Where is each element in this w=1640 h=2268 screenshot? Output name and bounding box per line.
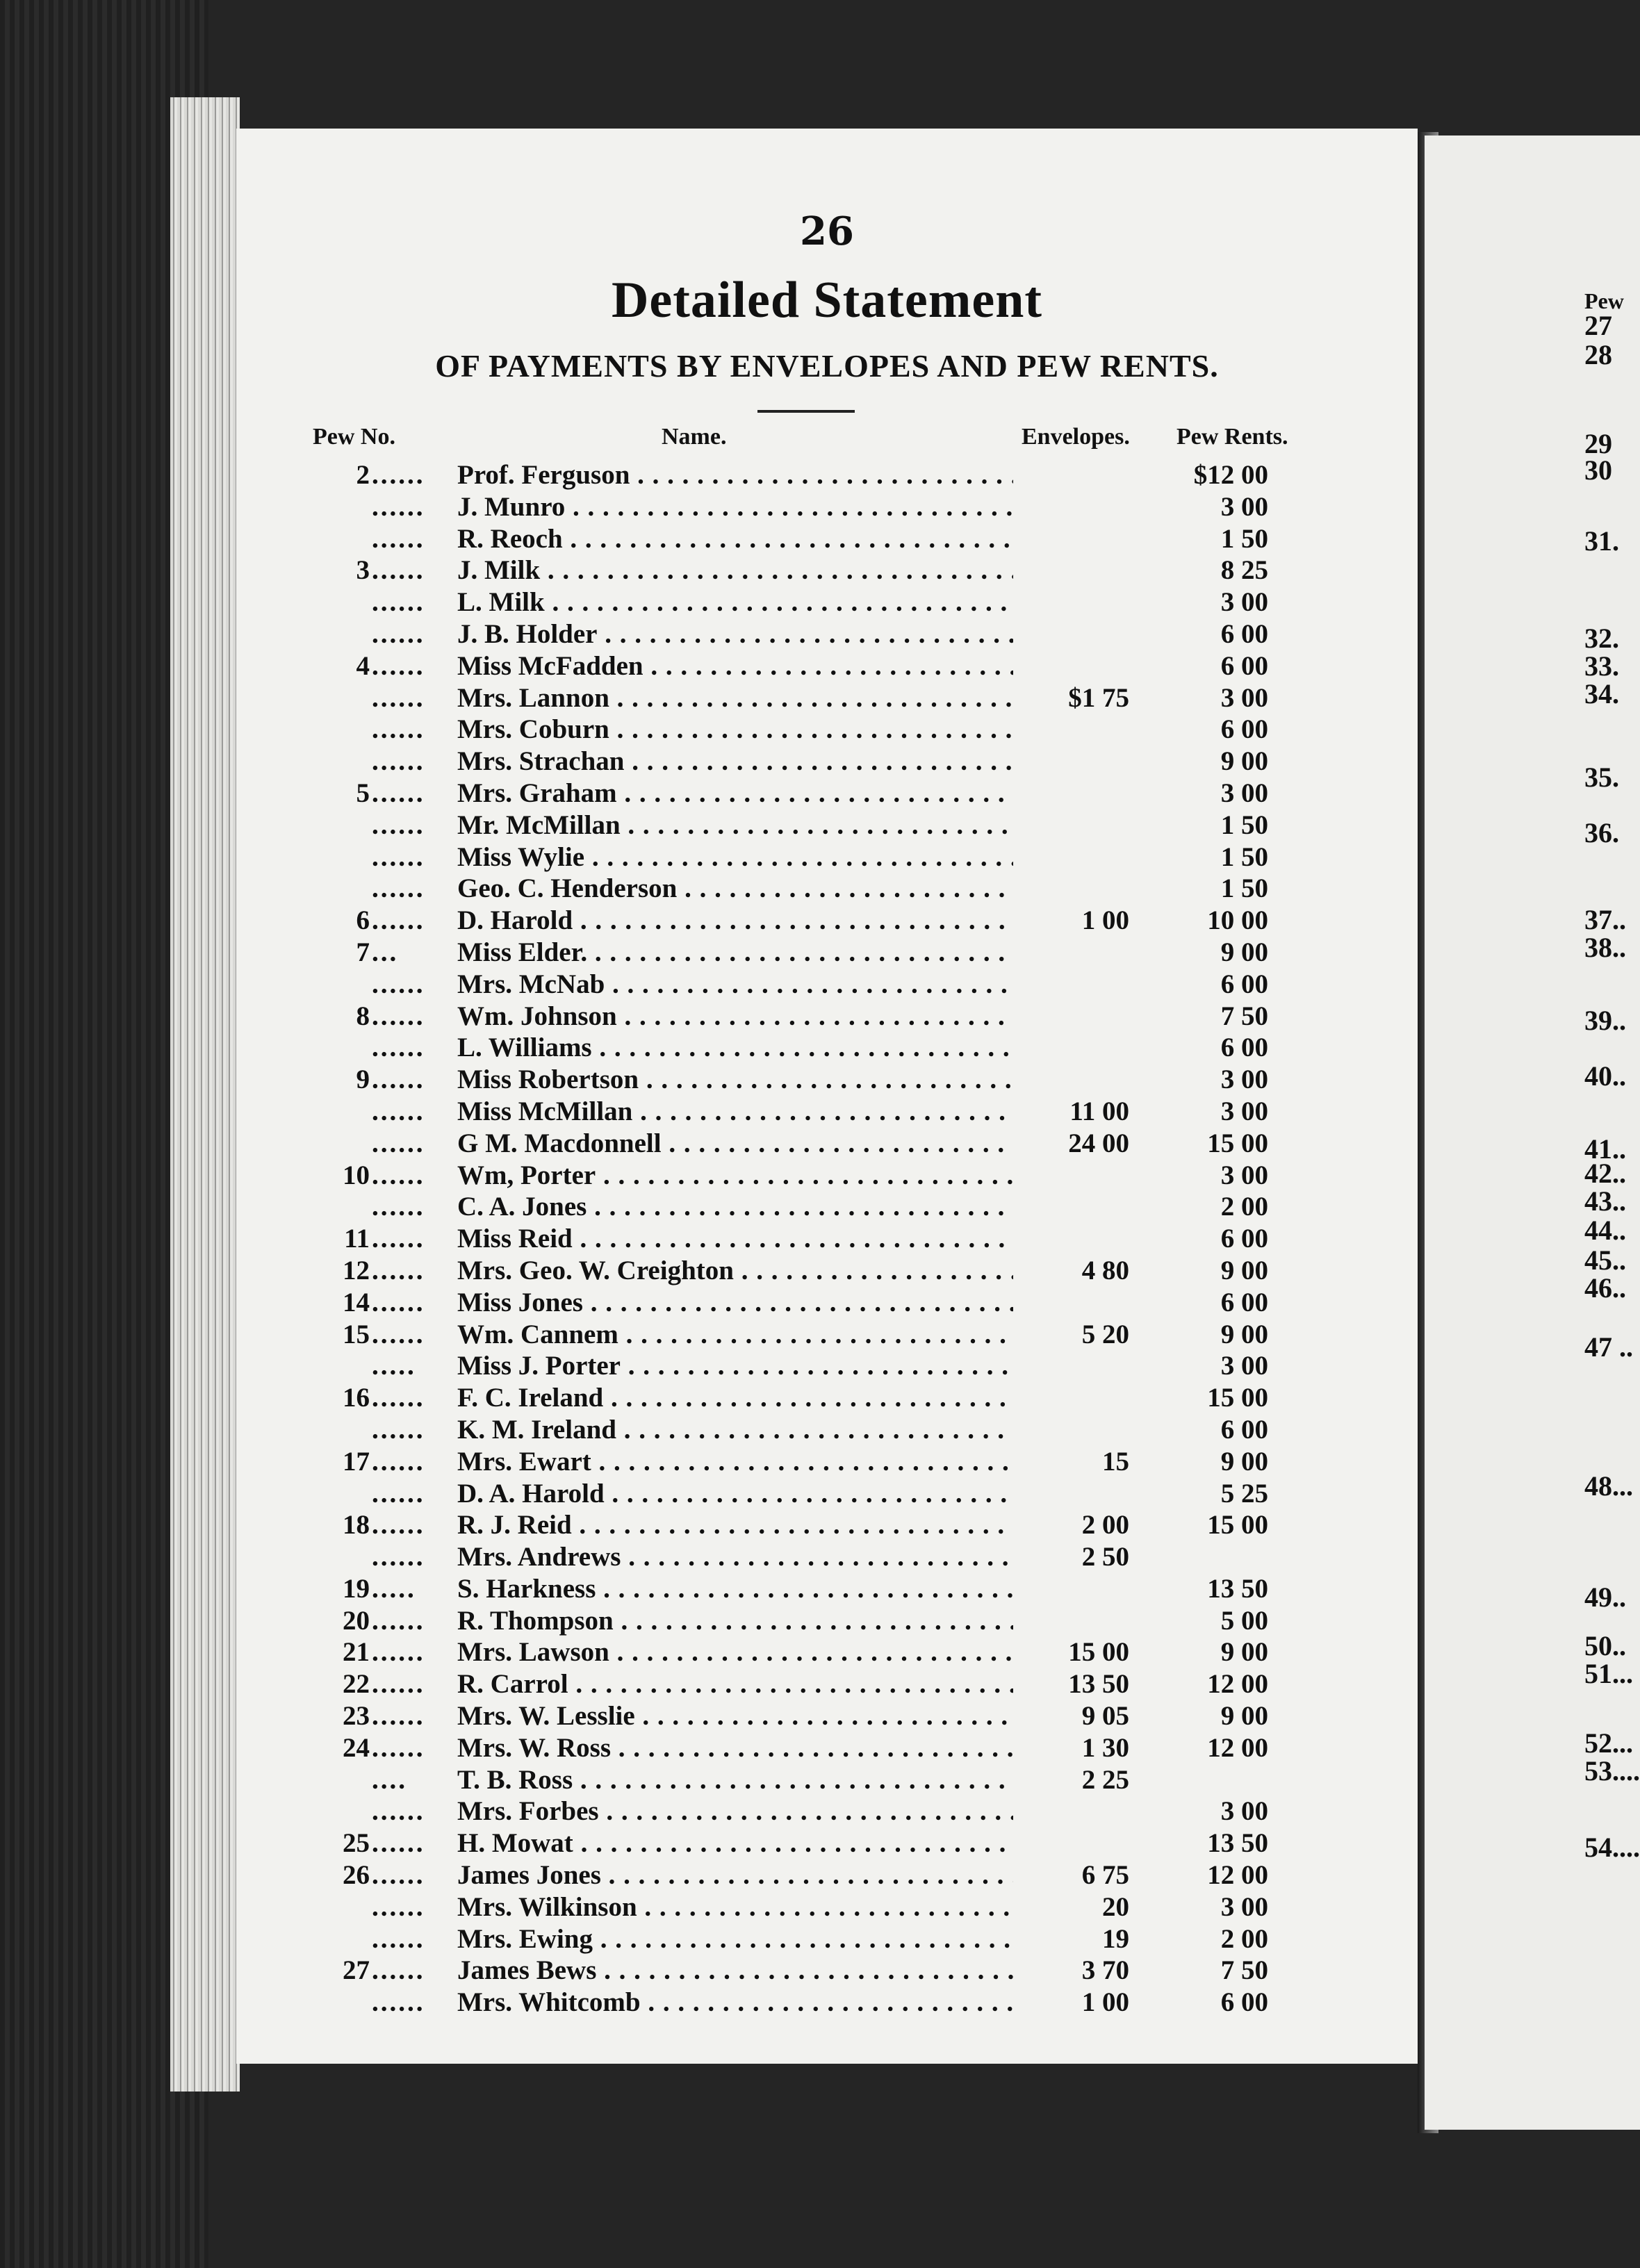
table-row [236,1541,1418,1573]
leader-dots: ...... [372,1224,425,1254]
leader-dots: .... [372,1764,407,1795]
column-header-name: Name. [662,424,727,450]
pew-rents-cell: 3 00 [1220,682,1268,713]
table-row [236,1414,1418,1446]
envelopes-cell: 13 50 [1068,1669,1129,1700]
pew-number-cell: 24 [343,1732,370,1763]
table-row [236,810,1418,841]
name-cell: R. Thompson . . . [457,1605,1013,1637]
pew-rents-cell: 3 00 [1220,1891,1268,1922]
leader-dots: ...... [372,905,425,936]
pew-number-cell: 27 [343,1955,370,1986]
facing-page-pew-number: 37.. [1584,904,1626,935]
envelopes-cell: 1 00 [1081,1987,1129,2018]
document-page [236,129,1418,2064]
facing-page-pew-number: 27 [1584,310,1612,341]
table-row [236,1764,1418,1796]
pew-number-cell: 16 [343,1383,370,1413]
leader-dots: ...... [372,1987,425,2018]
leader-dots: ...... [372,523,425,554]
name-cell: H. Mowat . . . [457,1827,1013,1859]
pew-number-cell: 15 [343,1319,370,1349]
leader-dots: ...... [372,1478,425,1509]
facing-page-pew-number: 41.. [1584,1133,1626,1165]
envelopes-cell: 19 [1102,1923,1129,1954]
leader-dots: ...... [372,682,425,713]
table-row [236,1032,1418,1064]
name-cell: Mrs. W. Lesslie . . . [457,1700,1013,1732]
leader-dots: ...... [372,1955,425,1986]
pew-number-cell: 14 [343,1287,370,1317]
pew-rents-cell: 5 00 [1220,1605,1268,1636]
name-cell: L. Milk . . . [457,586,1013,618]
name-cell: Mrs. Graham . . . [457,778,1013,810]
leader-dots: ... [372,937,399,967]
leader-dots: ...... [372,746,425,777]
table-row [236,969,1418,1001]
leader-dots: ...... [372,1065,425,1095]
pew-number-cell: 26 [343,1860,370,1891]
facing-page-pew-number: 47 .. [1584,1331,1633,1363]
table-row [236,1987,1418,2019]
table-row [236,937,1418,969]
pew-rents-cell: 9 00 [1220,1319,1268,1349]
pew-rents-cell: 6 00 [1220,1987,1268,2018]
table-row [236,1509,1418,1541]
pew-rents-cell: 2 00 [1220,1192,1268,1222]
envelopes-cell: 2 50 [1081,1542,1129,1572]
page-title: Detailed Statement [611,272,1043,329]
leader-dots: ...... [372,1732,425,1763]
pew-rents-cell: 1 50 [1220,873,1268,904]
name-cell: James Jones . . . [457,1859,1013,1891]
name-cell: C. A. Jones . . . [457,1191,1013,1223]
facing-page-pew-number: 28 [1584,339,1612,370]
table-row [236,1350,1418,1382]
table-row [236,1923,1418,1955]
name-cell: G M. Macdonnell . . . [457,1128,1013,1160]
book-page-edges [170,97,240,2092]
table-row [236,1796,1418,1827]
pew-rents-cell: 8 25 [1220,555,1268,586]
name-cell: J. Milk . . . [457,554,1013,586]
pew-number-cell: 23 [343,1701,370,1732]
leader-dots: ..... [372,1351,416,1381]
facing-page-pew-number: 51... [1584,1658,1633,1689]
pew-number-cell: 19 [343,1573,370,1604]
table-row [236,1605,1418,1637]
pew-number-cell: 10 [343,1160,370,1190]
table-row [236,1319,1418,1351]
pew-rents-cell: 3 00 [1220,491,1268,522]
pew-rents-cell: 5 25 [1220,1478,1268,1509]
leader-dots: ...... [372,1923,425,1954]
column-header-pew-no: Pew No. [313,424,395,450]
pew-rents-cell: 6 00 [1220,650,1268,681]
table-row [236,1859,1418,1891]
name-cell: Miss McMillan . . . [457,1096,1013,1128]
pew-rents-cell: 3 00 [1220,1160,1268,1190]
table-row [236,905,1418,937]
envelopes-cell: 3 70 [1081,1955,1129,1986]
leader-dots: ...... [372,491,425,522]
pew-number-cell: 20 [343,1605,370,1636]
pew-rents-cell: 6 00 [1220,1414,1268,1445]
table-row [236,1573,1418,1605]
leader-dots: ...... [372,1542,425,1572]
leader-dots: ...... [372,1796,425,1827]
name-cell: F. C. Ireland . . . [457,1382,1013,1414]
leader-dots: ...... [372,1605,425,1636]
pew-rents-cell: 9 00 [1220,937,1268,967]
pew-rents-cell: 3 00 [1220,778,1268,808]
table-row [236,778,1418,810]
facing-page-pew-number: 34. [1584,678,1619,709]
pew-rents-cell: 1 50 [1220,523,1268,554]
table-row [236,1668,1418,1700]
facing-page-pew-number: 39.. [1584,1005,1626,1036]
envelopes-cell: 6 75 [1081,1860,1129,1891]
pew-number-cell: 11 [344,1224,370,1254]
leader-dots: ...... [372,555,425,586]
name-cell: R. J. Reid . . . [457,1509,1013,1541]
column-header-pew-rents: Pew Rents. [1176,424,1288,450]
pew-rents-cell: 3 00 [1220,1796,1268,1827]
facing-page-pew-number: 36. [1584,817,1619,848]
name-cell: R. Reoch . . . [457,523,1013,555]
column-header-envelopes: Envelopes. [1022,424,1130,450]
leader-dots: ...... [372,778,425,808]
table-row [236,1955,1418,1987]
pew-rents-cell: 2 00 [1220,1923,1268,1954]
table-row [236,459,1418,491]
table-row [236,1096,1418,1128]
name-cell: Wm. Cannem . . . [457,1319,1013,1351]
facing-page-pew-number: 49.. [1584,1581,1626,1613]
leader-dots: ...... [372,1510,425,1540]
leader-dots: ...... [372,1891,425,1922]
name-cell: Mrs. Forbes . . . [457,1796,1013,1827]
name-cell: Mrs. Coburn . . . [457,714,1013,746]
envelopes-cell: $1 75 [1068,682,1129,713]
envelopes-cell: 1 00 [1081,905,1129,936]
table-row [236,1636,1418,1668]
pew-rents-cell: 15 00 [1207,1383,1268,1413]
name-cell: Mrs. W. Ross . . . [457,1732,1013,1764]
table-row [236,1160,1418,1192]
pew-number-cell: 8 [356,1001,370,1031]
pew-rents-cell: 9 00 [1220,746,1268,777]
name-cell: Mrs. Geo. W. Creighton . . . [457,1255,1013,1287]
table-row [236,746,1418,778]
pew-number-cell: 9 [356,1065,370,1095]
leader-dots: ...... [372,1319,425,1349]
name-cell: T. B. Ross . . . [457,1764,1013,1796]
name-cell: K. M. Ireland . . . [457,1414,1013,1446]
name-cell: Mr. McMillan . . . [457,810,1013,841]
leader-dots: ...... [372,841,425,872]
pew-rents-cell: 12 00 [1207,1860,1268,1891]
pew-number-cell: 5 [356,778,370,808]
leader-dots: ...... [372,460,425,490]
pew-number-cell: 25 [343,1828,370,1859]
facing-page-pew-number: 50.. [1584,1630,1626,1661]
leader-dots: ...... [372,650,425,681]
facing-page-pew-number: 33. [1584,650,1619,682]
pew-rents-cell: 6 00 [1220,1033,1268,1063]
leader-dots: ...... [372,618,425,649]
pew-rents-cell: 9 00 [1220,1446,1268,1477]
pew-rents-cell: 9 00 [1220,1701,1268,1732]
table-row [236,873,1418,905]
table-row [236,586,1418,618]
name-cell: Mrs. Strachan . . . [457,746,1013,778]
leader-dots: ...... [372,1255,425,1285]
pew-rents-cell: $12 00 [1193,460,1268,490]
leader-dots: ...... [372,1414,425,1445]
leader-dots: ...... [372,1287,425,1317]
name-cell: Mrs. Lawson . . . [457,1636,1013,1668]
leader-dots: ...... [372,1033,425,1063]
envelopes-cell: 20 [1102,1891,1129,1922]
table-row [236,491,1418,523]
table-row [236,1700,1418,1732]
envelopes-cell: 4 80 [1081,1255,1129,1285]
envelopes-cell: 1 30 [1081,1732,1129,1763]
facing-page-pew-number: 45.. [1584,1244,1626,1276]
pew-rents-cell: 1 50 [1220,810,1268,840]
table-row [236,1891,1418,1923]
facing-page [1425,135,1640,2130]
table-row [236,1478,1418,1510]
facing-page-pew-number: 43.. [1584,1185,1626,1217]
leader-dots: ...... [372,1192,425,1222]
facing-page-pew-number: 35. [1584,762,1619,793]
facing-page-pew-number: 54.... [1584,1832,1640,1863]
facing-page-pew-number: 52... [1584,1727,1633,1759]
facing-page-header: Pew [1584,288,1624,313]
pew-number-cell: 3 [356,555,370,586]
name-cell: Miss Reid . . . [457,1223,1013,1255]
name-cell: Mrs. Lannon . . . [457,682,1013,714]
leader-dots: ...... [372,1701,425,1732]
facing-page-pew-number: 38.. [1584,932,1626,963]
pew-rents-cell: 3 00 [1220,587,1268,618]
name-cell: S. Harkness . . . [457,1573,1013,1605]
envelopes-cell: 24 00 [1068,1128,1129,1158]
pew-rents-cell: 12 00 [1207,1669,1268,1700]
name-cell: J. Munro . . . [457,491,1013,523]
name-cell: L. Williams . . . [457,1032,1013,1064]
envelopes-cell: 9 05 [1081,1701,1129,1732]
table-row [236,1382,1418,1414]
table-row [236,1446,1418,1478]
envelopes-cell: 15 00 [1068,1637,1129,1668]
pew-number-cell: 6 [356,905,370,936]
page-number: 26 [800,208,854,254]
leader-dots: ...... [372,1637,425,1668]
pew-rents-cell: 12 00 [1207,1732,1268,1763]
name-cell: Mrs. Ewing . . . [457,1923,1013,1955]
table-row [236,1732,1418,1764]
pew-rents-cell: 13 50 [1207,1828,1268,1859]
table-row [236,1827,1418,1859]
name-cell: Prof. Ferguson . . . [457,459,1013,491]
pew-rents-cell: 9 00 [1220,1637,1268,1668]
name-cell: R. Carrol . . . [457,1668,1013,1700]
table-row [236,714,1418,746]
envelopes-cell: 2 25 [1081,1764,1129,1795]
envelopes-cell: 5 20 [1081,1319,1129,1349]
table-row [236,682,1418,714]
pew-rents-cell: 9 00 [1220,1255,1268,1285]
table-row [236,554,1418,586]
name-cell: Mrs. Ewart . . . [457,1446,1013,1478]
table-row [236,1287,1418,1319]
pew-rents-cell: 1 50 [1220,841,1268,872]
pew-number-cell: 22 [343,1669,370,1700]
name-cell: Mrs. McNab . . . [457,969,1013,1001]
name-cell: D. Harold . . . [457,905,1013,937]
pew-rents-cell: 3 00 [1220,1096,1268,1126]
leader-dots: ...... [372,810,425,840]
name-cell: D. A. Harold . . . [457,1478,1013,1510]
table-row [236,523,1418,555]
pew-number-cell: 12 [343,1255,370,1285]
leader-dots: ...... [372,1160,425,1190]
pew-number-cell: 7 [356,937,370,967]
table-row [236,1128,1418,1160]
facing-page-pew-number: 42.. [1584,1158,1626,1189]
table-row [236,1064,1418,1096]
pew-number-cell: 2 [356,460,370,490]
name-cell: Miss J. Porter . . . [457,1350,1013,1382]
facing-page-pew-number: 40.. [1584,1060,1626,1092]
leader-dots: ...... [372,1096,425,1126]
facing-page-pew-number: 48... [1584,1470,1633,1502]
leader-dots: ...... [372,1383,425,1413]
envelopes-cell: 2 00 [1081,1510,1129,1540]
name-cell: Mrs. Whitcomb . . . [457,1987,1013,2019]
name-cell: Mrs. Andrews . . . [457,1541,1013,1573]
facing-page-pew-number: 46.. [1584,1272,1626,1304]
leader-dots: ...... [372,1001,425,1031]
pew-number-cell: 17 [343,1446,370,1477]
table-row [236,841,1418,873]
leader-dots: ...... [372,1828,425,1859]
pew-rents-cell: 3 00 [1220,1351,1268,1381]
pew-rents-cell: 6 00 [1220,618,1268,649]
leader-dots: ...... [372,1128,425,1158]
envelopes-cell: 11 00 [1069,1096,1129,1126]
pew-number-cell: 18 [343,1510,370,1540]
payments-table [236,459,1418,2019]
facing-page-pew-number: 31. [1584,525,1619,557]
pew-rents-cell: 3 00 [1220,1065,1268,1095]
pew-rents-cell: 6 00 [1220,1287,1268,1317]
leader-dots: ...... [372,1669,425,1700]
pew-rents-cell: 6 00 [1220,969,1268,999]
name-cell: J. B. Holder . . . [457,618,1013,650]
facing-page-pew-number: 44.. [1584,1215,1626,1246]
leader-dots: ...... [372,1860,425,1891]
name-cell: Mrs. Wilkinson . . . [457,1891,1013,1923]
name-cell: James Bews . . . [457,1955,1013,1987]
table-row [236,618,1418,650]
table-row [236,1001,1418,1033]
table-row [236,1223,1418,1255]
page-subtitle: OF PAYMENTS BY ENVELOPES AND PEW RENTS. [435,348,1219,384]
leader-dots: ...... [372,714,425,745]
leader-dots: ..... [372,1573,416,1604]
name-cell: Miss Elder. . . . [457,937,1013,969]
name-cell: Miss Jones . . . [457,1287,1013,1319]
facing-page-pew-number: 30 [1584,454,1612,486]
pew-rents-cell: 15 00 [1207,1128,1268,1158]
leader-dots: ...... [372,873,425,904]
name-cell: Wm, Porter . . . [457,1160,1013,1192]
pew-rents-cell: 10 00 [1207,905,1268,936]
pew-rents-cell: 7 50 [1220,1955,1268,1986]
name-cell: Miss Robertson . . . [457,1064,1013,1096]
leader-dots: ...... [372,587,425,618]
title-rule [757,410,855,413]
table-row [236,650,1418,682]
facing-page-pew-number: 29 [1584,428,1612,459]
table-row [236,1191,1418,1223]
facing-page-pew-number: 53.... [1584,1755,1640,1786]
pew-rents-cell: 13 50 [1207,1573,1268,1604]
pew-number-cell: 21 [343,1637,370,1668]
pew-rents-cell: 15 00 [1207,1510,1268,1540]
envelopes-cell: 15 [1102,1446,1129,1477]
name-cell: Wm. Johnson . . . [457,1001,1013,1033]
name-cell: Miss Wylie . . . [457,841,1013,873]
leader-dots: ...... [372,969,425,999]
name-cell: Miss McFadden . . . [457,650,1013,682]
name-cell: Geo. C. Henderson . . . [457,873,1013,905]
table-row [236,1255,1418,1287]
leader-dots: ...... [372,1446,425,1477]
facing-page-pew-number: 32. [1584,623,1619,654]
pew-rents-cell: 6 00 [1220,1224,1268,1254]
pew-rents-cell: 7 50 [1220,1001,1268,1031]
pew-number-cell: 4 [356,650,370,681]
pew-rents-cell: 6 00 [1220,714,1268,745]
